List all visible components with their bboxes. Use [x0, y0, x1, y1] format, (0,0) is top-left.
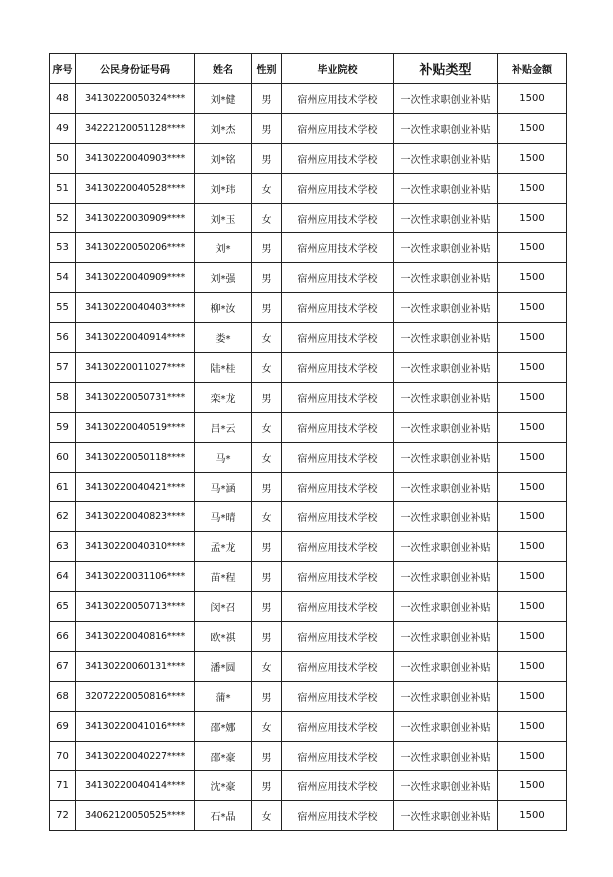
cell-subsidy-amount: 1500: [498, 203, 567, 233]
cell-name: 欧*祺: [195, 622, 252, 652]
cell-index: 51: [50, 173, 76, 203]
cell-subsidy-type: 一次性求职创业补贴: [394, 293, 498, 323]
cell-id-number: 34130220040914****: [76, 323, 195, 353]
cell-subsidy-type: 一次性求职创业补贴: [394, 532, 498, 562]
cell-id-number: 34130220030909****: [76, 203, 195, 233]
cell-gender: 女: [252, 173, 282, 203]
cell-index: 66: [50, 622, 76, 652]
cell-subsidy-amount: 1500: [498, 711, 567, 741]
cell-id-number: 34130220011027****: [76, 353, 195, 383]
cell-subsidy-type: 一次性求职创业补贴: [394, 173, 498, 203]
cell-name: 刘*强: [195, 263, 252, 293]
header-school: 毕业院校: [282, 54, 394, 84]
header-index: 序号: [50, 54, 76, 84]
cell-school: 宿州应用技术学校: [282, 143, 394, 173]
cell-subsidy-amount: 1500: [498, 741, 567, 771]
cell-school: 宿州应用技术学校: [282, 353, 394, 383]
cell-subsidy-type: 一次性求职创业补贴: [394, 592, 498, 622]
cell-subsidy-type: 一次性求职创业补贴: [394, 502, 498, 532]
table-row: [50, 84, 567, 114]
cell-id-number: 34130220040816****: [76, 622, 195, 652]
cell-name: 蒲*: [195, 681, 252, 711]
table-body: [50, 84, 567, 831]
cell-id-number: 34130220050731****: [76, 382, 195, 412]
cell-id-number: 34130220040403****: [76, 293, 195, 323]
cell-subsidy-type: 一次性求职创业补贴: [394, 741, 498, 771]
cell-gender: 女: [252, 353, 282, 383]
cell-subsidy-amount: 1500: [498, 382, 567, 412]
table-row: [50, 502, 567, 532]
cell-gender: 男: [252, 592, 282, 622]
cell-gender: 女: [252, 711, 282, 741]
table-row: [50, 382, 567, 412]
table-row: [50, 442, 567, 472]
cell-index: 69: [50, 711, 76, 741]
cell-index: 59: [50, 412, 76, 442]
cell-id-number: 34130220050206****: [76, 233, 195, 263]
cell-subsidy-amount: 1500: [498, 353, 567, 383]
cell-id-number: 34062120050525****: [76, 801, 195, 831]
cell-index: 58: [50, 382, 76, 412]
table-row: [50, 472, 567, 502]
cell-index: 67: [50, 651, 76, 681]
cell-gender: 男: [252, 143, 282, 173]
cell-subsidy-amount: 1500: [498, 113, 567, 143]
cell-name: 刘*健: [195, 84, 252, 114]
cell-gender: 男: [252, 562, 282, 592]
table-row: [50, 203, 567, 233]
cell-school: 宿州应用技术学校: [282, 382, 394, 412]
cell-index: 65: [50, 592, 76, 622]
table-row: [50, 711, 567, 741]
cell-subsidy-type: 一次性求职创业补贴: [394, 622, 498, 652]
cell-id-number: 34130220040903****: [76, 143, 195, 173]
table-row: [50, 412, 567, 442]
cell-index: 60: [50, 442, 76, 472]
cell-name: 石*晶: [195, 801, 252, 831]
cell-id-number: 34222120051128****: [76, 113, 195, 143]
cell-school: 宿州应用技术学校: [282, 502, 394, 532]
table-row: [50, 293, 567, 323]
cell-subsidy-type: 一次性求职创业补贴: [394, 412, 498, 442]
cell-index: 70: [50, 741, 76, 771]
cell-id-number: 34130220040909****: [76, 263, 195, 293]
cell-gender: 男: [252, 472, 282, 502]
cell-index: 61: [50, 472, 76, 502]
cell-index: 63: [50, 532, 76, 562]
cell-id-number: 34130220040528****: [76, 173, 195, 203]
cell-index: 53: [50, 233, 76, 263]
cell-gender: 女: [252, 442, 282, 472]
cell-school: 宿州应用技术学校: [282, 562, 394, 592]
cell-subsidy-type: 一次性求职创业补贴: [394, 143, 498, 173]
cell-school: 宿州应用技术学校: [282, 472, 394, 502]
cell-index: 52: [50, 203, 76, 233]
cell-gender: 男: [252, 113, 282, 143]
cell-index: 64: [50, 562, 76, 592]
cell-subsidy-amount: 1500: [498, 532, 567, 562]
table-row: [50, 741, 567, 771]
cell-gender: 男: [252, 681, 282, 711]
cell-school: 宿州应用技术学校: [282, 801, 394, 831]
cell-gender: 女: [252, 651, 282, 681]
table-row: [50, 532, 567, 562]
cell-name: 闵*召: [195, 592, 252, 622]
cell-gender: 男: [252, 741, 282, 771]
cell-subsidy-amount: 1500: [498, 801, 567, 831]
table-row: [50, 681, 567, 711]
cell-name: 邵*娜: [195, 711, 252, 741]
cell-subsidy-type: 一次性求职创业补贴: [394, 113, 498, 143]
cell-school: 宿州应用技术学校: [282, 711, 394, 741]
cell-gender: 男: [252, 382, 282, 412]
cell-index: 62: [50, 502, 76, 532]
cell-id-number: 34130220040421****: [76, 472, 195, 502]
cell-school: 宿州应用技术学校: [282, 203, 394, 233]
cell-school: 宿州应用技术学校: [282, 681, 394, 711]
subsidy-table: [49, 53, 567, 831]
cell-school: 宿州应用技术学校: [282, 293, 394, 323]
header-gender: 性别: [252, 54, 282, 84]
cell-index: 57: [50, 353, 76, 383]
cell-index: 56: [50, 323, 76, 353]
table-row: [50, 651, 567, 681]
cell-subsidy-amount: 1500: [498, 84, 567, 114]
cell-subsidy-type: 一次性求职创业补贴: [394, 353, 498, 383]
cell-name: 陆*桂: [195, 353, 252, 383]
cell-index: 55: [50, 293, 76, 323]
cell-index: 68: [50, 681, 76, 711]
table-row: [50, 801, 567, 831]
cell-subsidy-amount: 1500: [498, 592, 567, 622]
cell-subsidy-type: 一次性求职创业补贴: [394, 472, 498, 502]
cell-school: 宿州应用技术学校: [282, 233, 394, 263]
cell-id-number: 34130220050713****: [76, 592, 195, 622]
cell-name: 马*涵: [195, 472, 252, 502]
cell-index: 54: [50, 263, 76, 293]
cell-subsidy-amount: 1500: [498, 502, 567, 532]
cell-id-number: 32072220050816****: [76, 681, 195, 711]
cell-school: 宿州应用技术学校: [282, 741, 394, 771]
cell-id-number: 34130220041016****: [76, 711, 195, 741]
cell-subsidy-type: 一次性求职创业补贴: [394, 84, 498, 114]
cell-name: 栾*龙: [195, 382, 252, 412]
cell-subsidy-type: 一次性求职创业补贴: [394, 562, 498, 592]
cell-id-number: 34130220040227****: [76, 741, 195, 771]
cell-subsidy-type: 一次性求职创业补贴: [394, 681, 498, 711]
cell-id-number: 34130220040823****: [76, 502, 195, 532]
cell-id-number: 34130220060131****: [76, 651, 195, 681]
table-row: [50, 173, 567, 203]
cell-school: 宿州应用技术学校: [282, 173, 394, 203]
cell-subsidy-type: 一次性求职创业补贴: [394, 382, 498, 412]
cell-subsidy-amount: 1500: [498, 233, 567, 263]
cell-gender: 男: [252, 532, 282, 562]
cell-school: 宿州应用技术学校: [282, 532, 394, 562]
cell-name: 刘*铭: [195, 143, 252, 173]
header-subsidy-amount: 补贴金额: [498, 54, 567, 84]
cell-gender: 男: [252, 622, 282, 652]
cell-subsidy-amount: 1500: [498, 143, 567, 173]
cell-school: 宿州应用技术学校: [282, 113, 394, 143]
cell-gender: 女: [252, 502, 282, 532]
cell-name: 娄*: [195, 323, 252, 353]
cell-gender: 女: [252, 323, 282, 353]
cell-name: 沈*豪: [195, 771, 252, 801]
cell-subsidy-amount: 1500: [498, 293, 567, 323]
cell-subsidy-type: 一次性求职创业补贴: [394, 323, 498, 353]
cell-name: 马*: [195, 442, 252, 472]
cell-index: 50: [50, 143, 76, 173]
cell-subsidy-amount: 1500: [498, 442, 567, 472]
cell-name: 刘*玮: [195, 173, 252, 203]
cell-subsidy-amount: 1500: [498, 651, 567, 681]
cell-index: 72: [50, 801, 76, 831]
cell-name: 刘*杰: [195, 113, 252, 143]
cell-school: 宿州应用技术学校: [282, 263, 394, 293]
table-row: [50, 622, 567, 652]
cell-school: 宿州应用技术学校: [282, 651, 394, 681]
cell-school: 宿州应用技术学校: [282, 84, 394, 114]
cell-name: 孟*龙: [195, 532, 252, 562]
header-row: [50, 54, 567, 84]
cell-subsidy-amount: 1500: [498, 472, 567, 502]
cell-name: 吕*云: [195, 412, 252, 442]
cell-subsidy-type: 一次性求职创业补贴: [394, 801, 498, 831]
cell-subsidy-amount: 1500: [498, 412, 567, 442]
cell-subsidy-amount: 1500: [498, 622, 567, 652]
cell-gender: 女: [252, 203, 282, 233]
cell-subsidy-amount: 1500: [498, 681, 567, 711]
cell-id-number: 34130220050118****: [76, 442, 195, 472]
cell-gender: 女: [252, 801, 282, 831]
cell-name: 马*晴: [195, 502, 252, 532]
cell-school: 宿州应用技术学校: [282, 771, 394, 801]
table-row: [50, 592, 567, 622]
cell-index: 71: [50, 771, 76, 801]
cell-gender: 男: [252, 771, 282, 801]
cell-id-number: 34130220040310****: [76, 532, 195, 562]
cell-name: 柳*汝: [195, 293, 252, 323]
cell-gender: 男: [252, 233, 282, 263]
cell-subsidy-amount: 1500: [498, 562, 567, 592]
cell-subsidy-type: 一次性求职创业补贴: [394, 771, 498, 801]
table-row: [50, 143, 567, 173]
cell-subsidy-amount: 1500: [498, 323, 567, 353]
table-row: [50, 113, 567, 143]
cell-subsidy-amount: 1500: [498, 173, 567, 203]
cell-subsidy-type: 一次性求职创业补贴: [394, 442, 498, 472]
table-row: [50, 233, 567, 263]
cell-gender: 女: [252, 412, 282, 442]
cell-id-number: 34130220040519****: [76, 412, 195, 442]
cell-school: 宿州应用技术学校: [282, 592, 394, 622]
cell-school: 宿州应用技术学校: [282, 412, 394, 442]
cell-name: 刘*: [195, 233, 252, 263]
table-row: [50, 263, 567, 293]
cell-subsidy-amount: 1500: [498, 263, 567, 293]
cell-gender: 男: [252, 84, 282, 114]
cell-name: 刘*玉: [195, 203, 252, 233]
cell-subsidy-type: 一次性求职创业补贴: [394, 233, 498, 263]
cell-school: 宿州应用技术学校: [282, 622, 394, 652]
table-row: [50, 562, 567, 592]
cell-subsidy-type: 一次性求职创业补贴: [394, 651, 498, 681]
cell-index: 48: [50, 84, 76, 114]
cell-index: 49: [50, 113, 76, 143]
cell-name: 邵*豪: [195, 741, 252, 771]
cell-subsidy-type: 一次性求职创业补贴: [394, 711, 498, 741]
cell-id-number: 34130220031106****: [76, 562, 195, 592]
header-subsidy-type: 补贴类型: [394, 54, 498, 84]
cell-school: 宿州应用技术学校: [282, 323, 394, 353]
header-name: 姓名: [195, 54, 252, 84]
cell-id-number: 34130220050324****: [76, 84, 195, 114]
cell-subsidy-type: 一次性求职创业补贴: [394, 203, 498, 233]
table-row: [50, 323, 567, 353]
cell-gender: 男: [252, 263, 282, 293]
cell-name: 苗*程: [195, 562, 252, 592]
cell-gender: 男: [252, 293, 282, 323]
cell-subsidy-amount: 1500: [498, 771, 567, 801]
cell-name: 潘*圆: [195, 651, 252, 681]
header-id-number: 公民身份证号码: [76, 54, 195, 84]
cell-subsidy-type: 一次性求职创业补贴: [394, 263, 498, 293]
cell-id-number: 34130220040414****: [76, 771, 195, 801]
table-row: [50, 771, 567, 801]
cell-school: 宿州应用技术学校: [282, 442, 394, 472]
table-row: [50, 353, 567, 383]
